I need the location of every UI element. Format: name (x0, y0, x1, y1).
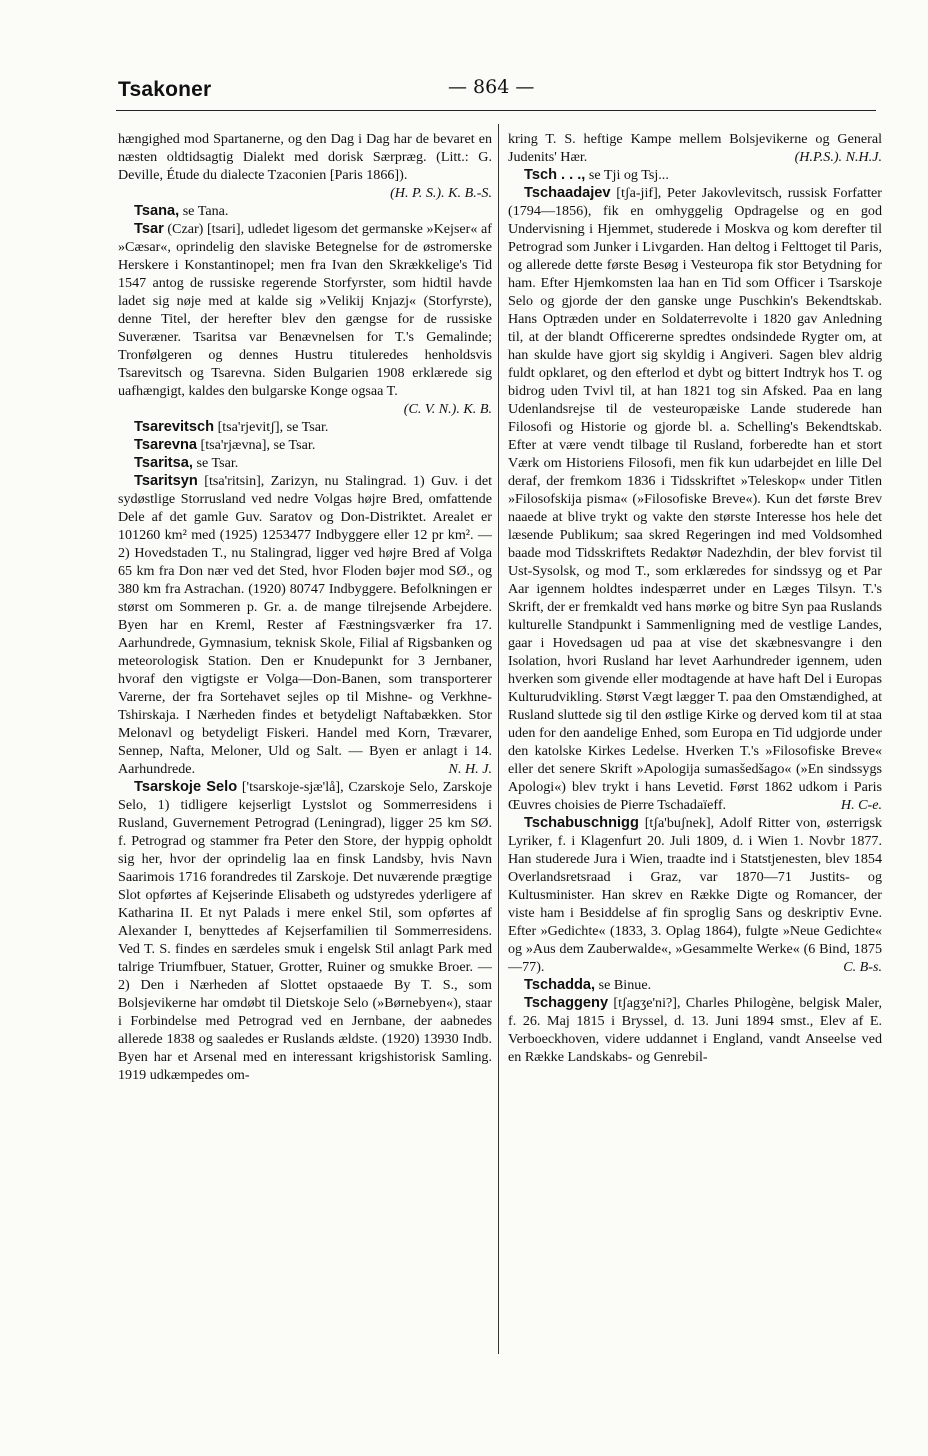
entry-text: se Tji og Tsj... (588, 167, 669, 183)
entry-continuation (118, 130, 492, 202)
author-signature: C. B-s. (843, 959, 882, 975)
entry-headword: Tsaritsa, (134, 455, 193, 471)
entry-text: [tʃagʒe'ni?], Charles Philogène, belgisk Maler, f. 26. Maj 1815 i Bryssel, d. 13. Juni 1894 smst., Elev af E. Verboeckhoven, videre uddannet i England, vandt Anseelse ved en Række Landskabs- og Genrebil- (508, 995, 882, 1065)
dictionary-entry (118, 436, 492, 454)
left-column (118, 130, 492, 1084)
dictionary-entry (508, 166, 882, 184)
entry-headword: Tsarevna (134, 437, 198, 453)
entry-text: se Tana. (182, 203, 229, 219)
dictionary-entry (118, 220, 492, 418)
entry-continuation (508, 130, 882, 166)
entry-text: [tsa'rjævna], se Tsar. (200, 437, 316, 453)
entry-text: se Tsar. (196, 455, 239, 471)
entry-text: [tʃa-jif], Peter Jakovlevitsch, russisk Forfatter (1794—1856), fik en omhyggelig Opdragelse og en god Undervisning i Hjemmet, studerede i Moskva og kom derefter til Petrograd som Junker i Livgarden. Han deltog i Felttoget til Paris, og allerede dette første Besøg i Vesteuropa fik stor Betydning for ham. Efter Hjemkomsten laa han en Tid som Officer i Tsarskoje Selo og gjorde der den ganske unge Puschkin's Bekendtskab. Hans Optræden under en Soldaterrevolte i 1820 gav Anledning til, at der blandt Officererne spredtes ondsindede Rygter om, at han skulde have gjort sig skyldig i Angiveri. Sagen blev aldrig fuldt opklaret, og den efterlod et dybt og bittert Indtryk hos T. og bidrog uden Tvivl til, at han 1821 tog sin Afsked. Paa en lang Udenlandsrejse til de vesteuropæiske Lande studerede han Filosofi og Historie og gjorde bl. a. Schelling's Bekendtskab. Efter at være vendt tilbage til Rusland, forberedte han et stort Værk om Historiens Filosofi, men fik kun udarbejdet en lille Del deraf, der fremkom 1836 i Tidsskriftet »Teleskop« under Titlen »Filosofskija pisma« (»Filosofiske Breve«). Kun det første Brev naaede at blive trykt og vakte den største Interesse hos hele det læsende Publikum; saa skred Regeringen ind med Voldsomhed baade mod Tidsskriftets Redaktør Nadezhdin, der blev forvist til Ust-Sysolsk, og mod T., som erklæredes for sindssyg og et Par Aar igennem holdtes indespærret under en Læges Tilsyn. T.'s Skrift, der er fremkaldt ved hans mørke og bitre Syn paa Ruslands kulturelle Standpunkt i Sammenligning med de vestlige Landes, gaar i Hovedsagen ud paa at vise det skæbnesvangre i den Isolation, hvori Rusland har levet Aarhundreder igennem, uden hverken som givende eller modtagende at have haft Del i Europas Kulturudvikling. Størst Vægt lægger T. paa den Omstændighed, at Rusland sluttede sig til den østlige Kirke og derved kom til at staa uden for den aandelige Enhed, som Europa en Tid udgjorde under den katolske Kirkes Ledelse. Hverken T.'s »Filosofiske Breve« eller det senere Skrift »Apologija sumasšedšago« (»En sindssygs Apologi«) blev trykt i hans Levetid. Først 1862 udkom i Paris Œuvres choisies de Pierre Tschadaïeff. (508, 185, 882, 813)
entry-text: [tsa'rjevitʃ], se Tsar. (217, 419, 329, 435)
entry-text: kring T. S. heftige Kampe mellem Bolsjevikerne og General Judenits' Hær. (508, 131, 882, 165)
author-signature: (H.P.S.). N.H.J. (794, 149, 882, 165)
entry-text: ['tsarskoje-sjæ'lå], Czarskoje Selo, Zarskoje Selo, 1) tidligere kejserligt Lystslot og Sommerresidens i Rusland, Guvernement Petrograd (Leningrad), ligger 25 km SØ. f. Petrograd og stammer fra Peter den Store, der hyppig opholdt sig her, hvor der oprindelig laa en finsk Landsby, hvis Navn Saarimois 1716 forandredes til Zarskoje. Det nuværende prægtige Slot opførtes af Kejserinde Elisabeth og udstyredes yderligere af Katharina II. Et nyt Palads i mere enkel Stil, som opførtes af Alexander I, benyttedes af Kejserfamilien til Sommerresidens. Ved T. S. findes en særdeles smuk i engelsk Stil anlagt Park med talrige Triumfbuer, Statuer, Grotter, Ruiner og smukke Broer. — 2) Den i Nærheden af Slottet opstaaede By T. S., som Bolsjevikerne har omdøbt til Dietskoje Selo (»Børnebyen«), staar i Forbindelse med Petrograd ved en Jernbane, der aabnedes allerede 1838 og saaledes er Ruslands ældste. (1920) 13930 Indb. Byen har et Arsenal med en interessant krigshistorisk Samling. 1919 udkæmpedes om- (118, 779, 492, 1083)
dictionary-entry (508, 814, 882, 976)
dictionary-entry (118, 418, 492, 436)
entry-headword: Tsana, (134, 203, 180, 219)
dictionary-entry (508, 184, 882, 814)
author-signature: H. C-e. (840, 797, 882, 813)
entry-headword: Tsar (134, 221, 164, 237)
entry-headword: Tschaadajev (524, 185, 611, 201)
dictionary-entry (118, 202, 492, 220)
dictionary-entry (118, 472, 492, 778)
entry-headword: Tsaritsyn (134, 473, 198, 489)
dictionary-entry (118, 778, 492, 1084)
entry-headword: Tschaggeny (524, 995, 609, 1011)
entry-text: [tsa'ritsin], Zarizyn, nu Stalingrad. 1) Guv. i det sydøstlige Storrusland ved nedre Volgas højre Bred, omfattende Dele af det gamle Guv. Saratov og Don-Distriktet. Arealet er 101260 km² med (1925) 1253477 Indbyggere eller 12 pr km². — 2) Hovedstaden T., nu Stalingrad, ligger ved højre Bred af Volga 65 km fra Don nær ved det Sted, hvor Floden bøjer mod SØ., og 380 km fra Astrachan. (1920) 80747 Indbyggere. Befolkningen er størst om Sommeren p. Gr. a. de mange tilrejsende Arbejdere. Byen har en Kreml, Rester af Fæstningsværker fra 17. Aarhundrede, Gymnasium, teknisk Skole, Filial af Rigsbanken og meteorologisk Station. Den er Knudepunkt for 3 Jernbaner, hvoraf den vigtigste er Volga—Don-Banen, som transporterer Varerne, der fra Sortehavet sejles op til Mishne- og Verkhne-Tshirskaja. I Nærheden findes et betydeligt Naftabækken. Stor Melonavl og betydeligt Fiskeri. Handel med Korn, Trævarer, Sennep, Nafta, Meloner, Uld og Salt. — Byen er anlagt i 14. Aarhundrede. (118, 473, 492, 777)
dictionary-entry (508, 994, 882, 1066)
entry-headword: Tsarevitsch (134, 419, 215, 435)
running-head-title: Tsakoner (118, 78, 212, 101)
entry-text: se Binue. (598, 977, 652, 993)
entry-text: hængighed mod Spartanerne, og den Dag i Dag har de bevaret en næsten oldtidsagtig Dialekt med dorisk Særpræg. (Litt.: G. Deville, Étude du dialecte Tzaconien [Paris 1866]). (118, 131, 492, 183)
entry-headword: Tschadda, (524, 977, 596, 993)
header-rule (116, 110, 876, 111)
dictionary-entry (508, 976, 882, 994)
entry-headword: Tschabuschnigg (524, 815, 639, 831)
author-signature: (C. V. N.). K. B. (403, 401, 492, 417)
entry-text: [tʃa'buʃnek], Adolf Ritter von, østerrigsk Lyriker, f. i Klagenfurt 20. Juli 1809, d. i Wien 1. Novbr 1877. Han studerede Jura i Wien, traadte ind i Statstjenesten, blev 1854 Overlandsretsraad i Graz, var 1870—71 Justits- og Kultusminister. Han skrev en Række Digte og Romancer, der viste ham i Besiddelse af fin sproglig Sans og deskriptiv Evne. Efter »Gedichte« (1833, 3. Oplag 1864), fulgte »Neue Gedichte« og »Aus dem Zauberwalde«, »Gesammelte Werke« (6 Bind, 1875—77). (508, 815, 882, 975)
author-signature: (H. P. S.). K. B.-S. (390, 185, 492, 201)
column-divider (498, 124, 499, 1354)
entry-headword: Tsarskoje Selo (134, 779, 238, 795)
entry-headword: Tsch . . ., (524, 167, 586, 183)
page-number: — 864 — (448, 76, 535, 98)
right-column (508, 130, 882, 1066)
entry-text: (Czar) [tsari], udledet ligesom det germanske »Kejser« af »Cæsar«, oprindelig den slaviske Betegnelse for de østromerske Herskere i Konstantinopel; men fra Ivan den Skrækkelige's Tid 1547 antog de russiske regerende Storfyrster, som hidtil havde ladet sig nøje med at kalde sig »Velikij Knjazj« (Storfyrste), denne Titel, der herefter blev den gængse for de russiske Suveræner. Tsaritsa var Benævnelsen for T.'s Gemalinde; Tronfølgeren og dennes Hustru tituleredes henholdsvis Tsarevitsch og Tsarevna. Siden Bulgarien 1908 erklærede sig uafhængigt, kaldes den bulgarske Konge ogsaa T. (118, 221, 492, 399)
page-header (118, 74, 878, 108)
author-signature: N. H. J. (448, 761, 492, 777)
dictionary-entry (118, 454, 492, 472)
